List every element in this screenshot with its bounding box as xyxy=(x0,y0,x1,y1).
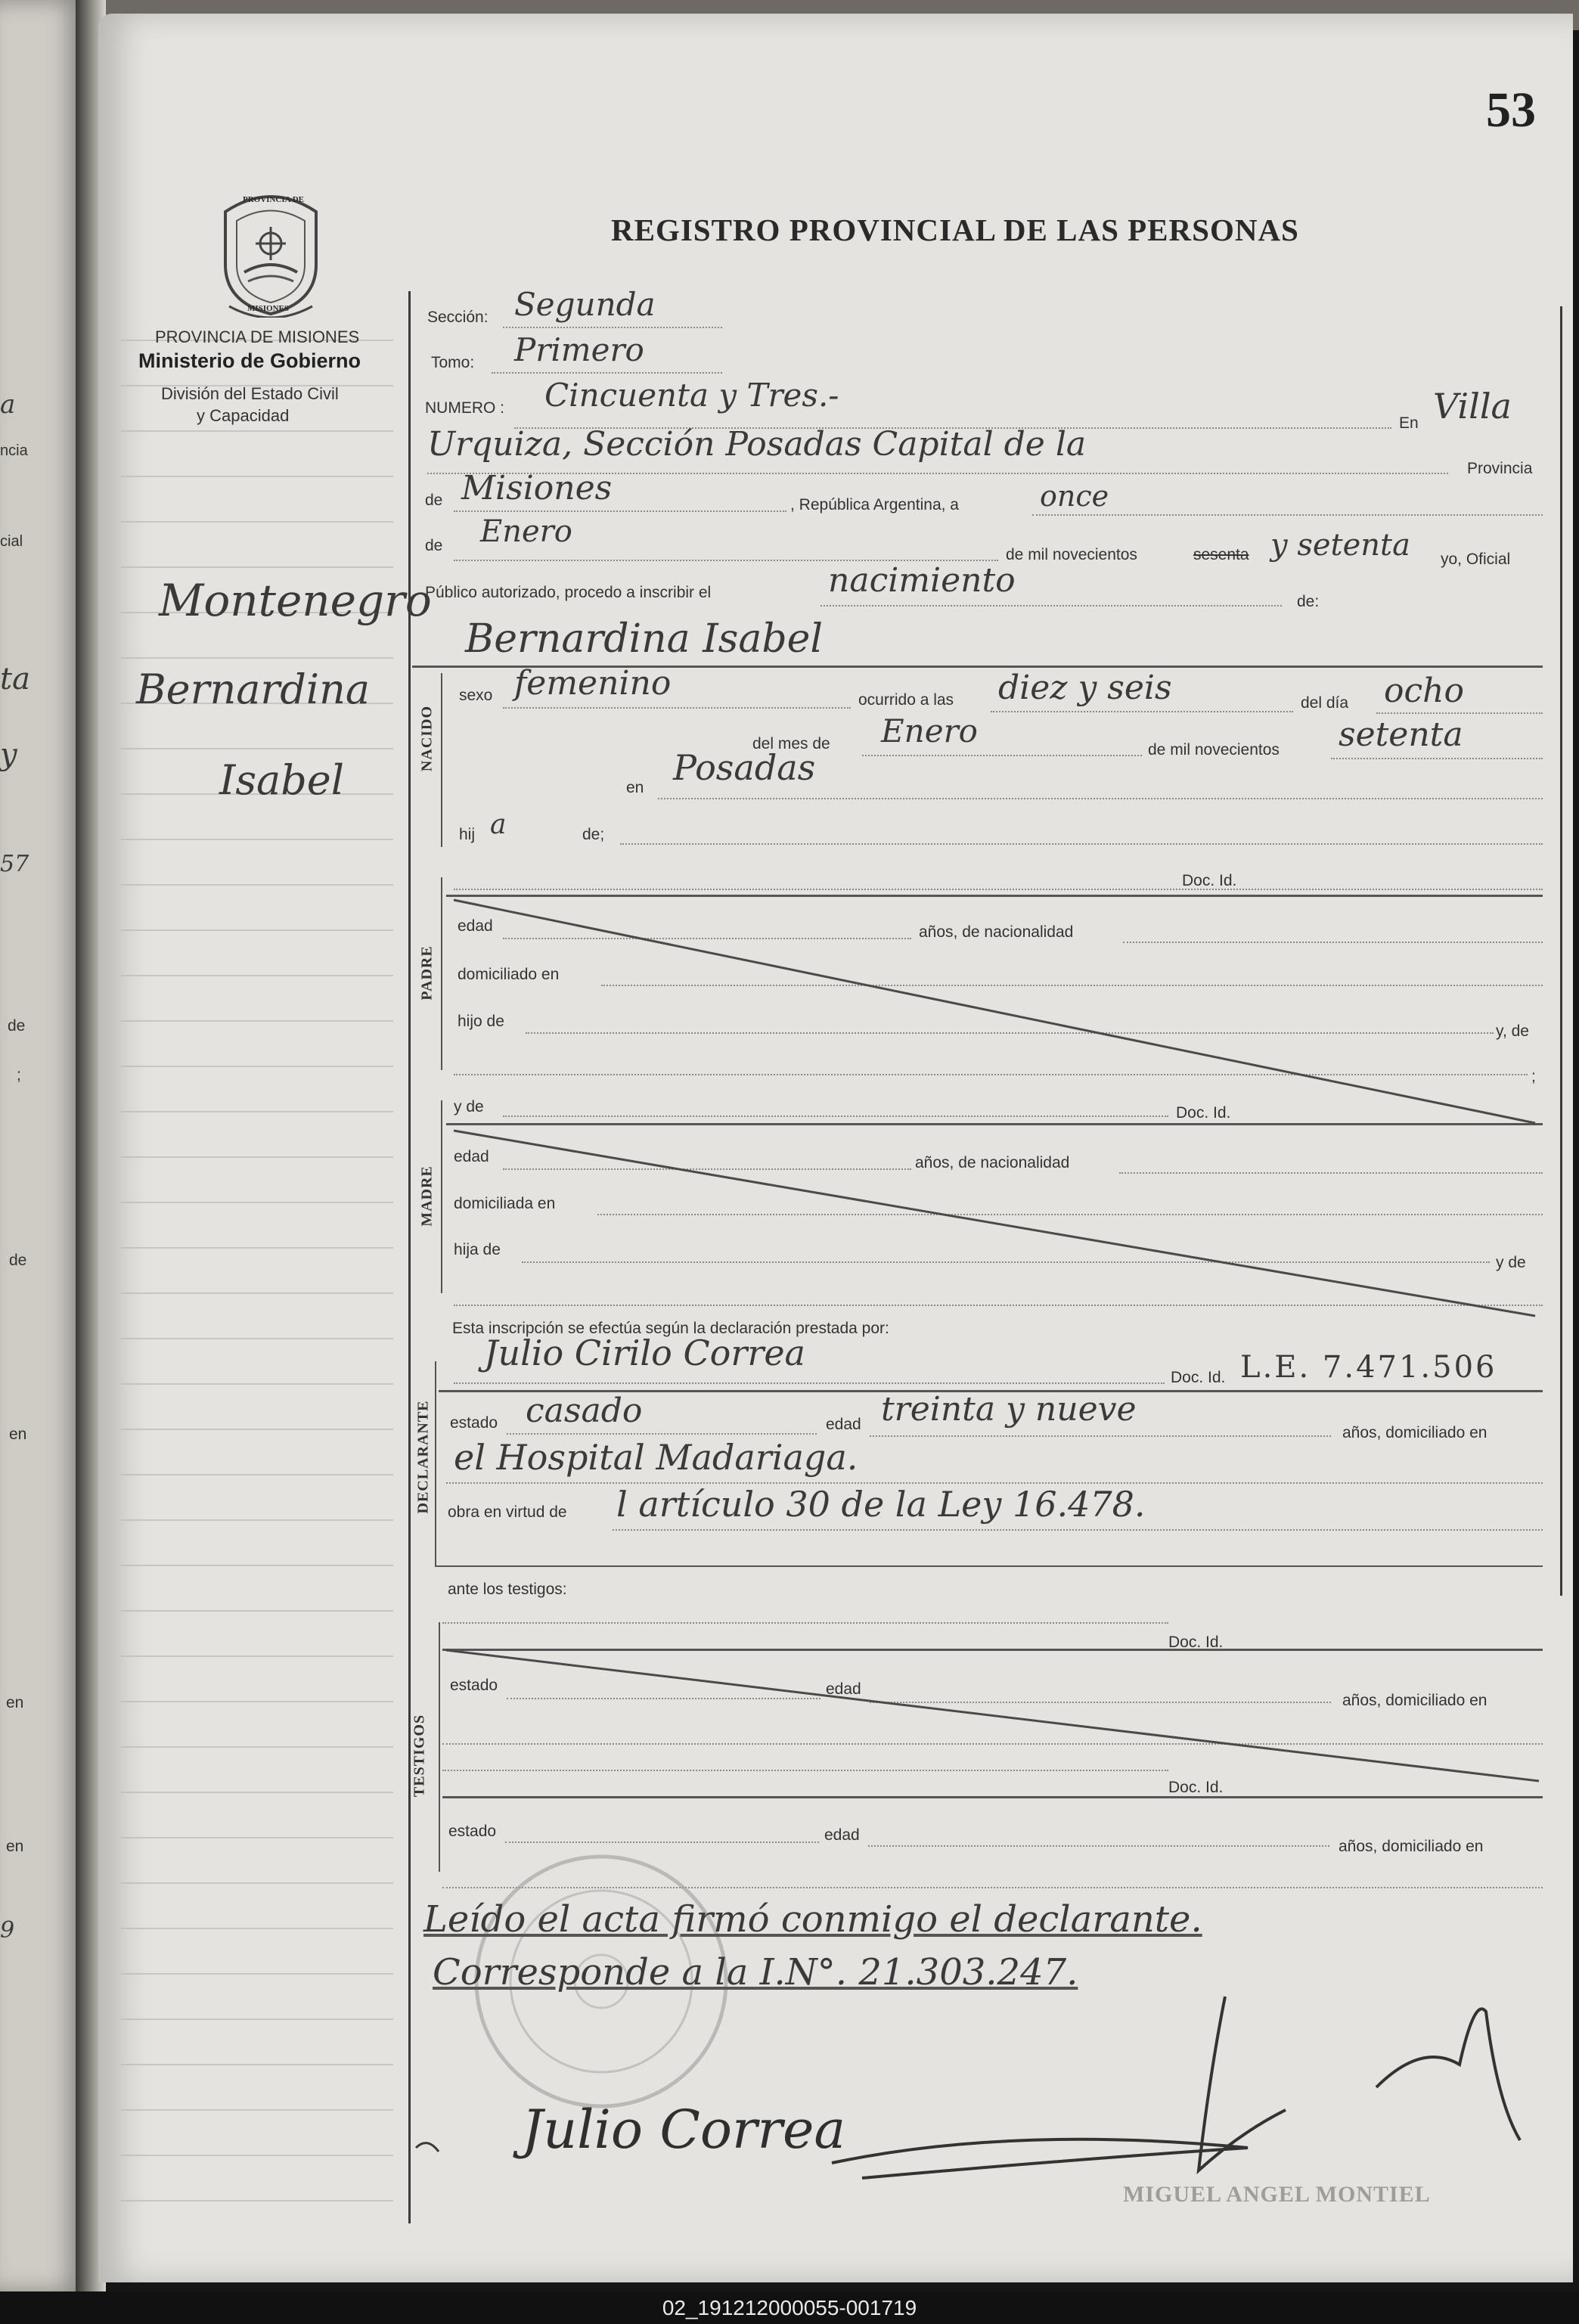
org-line-3: División del Estado Civil xyxy=(161,384,339,403)
madre-domicilio-label: domiciliada en xyxy=(454,1195,556,1212)
org-line-2: Ministerio de Gobierno xyxy=(138,349,361,372)
seal-text-top: PROVINCIA DE xyxy=(243,195,304,204)
pen-mark xyxy=(416,2143,439,2152)
anio-value: y setenta xyxy=(1270,528,1410,563)
testigo1-doc-label: Doc. Id. xyxy=(1168,1634,1224,1651)
tomo-label: Tomo: xyxy=(431,354,475,371)
struck-word: sesenta xyxy=(1193,546,1249,563)
testigo1-edad-label: edad xyxy=(826,1680,861,1698)
padre-semicolon: ; xyxy=(1531,1068,1536,1085)
image-identifier: 02_191212000055-001719 xyxy=(662,2296,917,2319)
nacido-mes-value: Enero xyxy=(881,712,978,749)
provincia-label: Provincia xyxy=(1467,460,1533,477)
sexo-label: sexo xyxy=(459,687,493,704)
prev-fragment: en xyxy=(9,1426,27,1443)
closing-line-2: Corresponde a la I.N°. 21.303.247. xyxy=(433,1951,1078,1994)
testigo2-anios-label: años, domiciliado en xyxy=(1339,1838,1484,1855)
side-label-declarante: DECLARANTE xyxy=(414,1400,432,1514)
place-line: Urquiza, Sección Posadas Capital de la xyxy=(427,425,1087,464)
testigo2-estado-label: estado xyxy=(448,1823,497,1840)
mes-value: Enero xyxy=(480,514,572,549)
org-line-1: PROVINCIA DE MISIONES xyxy=(155,327,360,346)
second-signature-stroke xyxy=(1376,2009,1520,2140)
prev-fragment: ta xyxy=(0,662,30,697)
register-title: REGISTRO PROVINCIAL DE LAS PERSONAS xyxy=(611,213,1299,247)
madre-cancel-stroke xyxy=(454,1131,1535,1316)
side-label-madre: MADRE xyxy=(418,1165,436,1227)
del-dia-label: del día xyxy=(1301,694,1349,712)
oficial-label: yo, Oficial xyxy=(1441,551,1511,568)
prev-fragment: 9 xyxy=(0,1917,15,1944)
madre-y-de-label-2: y de xyxy=(1496,1254,1526,1271)
nacido-mil-label: de mil novecientos xyxy=(1148,741,1280,759)
nacido-de-label: de; xyxy=(582,826,605,843)
de-label-1: de xyxy=(425,492,443,509)
declarante-edad-label: edad xyxy=(826,1416,861,1433)
testigos-cancel-stroke xyxy=(446,1650,1539,1781)
republica-label: , República Argentina, a xyxy=(790,496,959,514)
declarante-edad-value: treinta y nueve xyxy=(881,1390,1137,1429)
prev-fragment: y xyxy=(0,737,17,772)
numero-value: Cincuenta y Tres.- xyxy=(544,377,839,414)
madre-edad-label: edad xyxy=(454,1148,489,1165)
seal-text-bottom: MISIONES xyxy=(247,304,290,313)
prev-fragment: ncia xyxy=(0,442,28,459)
prev-fragment: en xyxy=(6,1838,24,1855)
prev-fragment: de xyxy=(9,1252,27,1269)
closing-line-1: Leído el acta firmó conmigo el declarante. xyxy=(423,1898,1202,1941)
side-label-nacido: NACIDO xyxy=(418,705,436,772)
padre-domicilio-label: domiciliado en xyxy=(458,966,560,983)
de-label-3: de: xyxy=(1297,593,1320,610)
padre-y-de-label: y, de xyxy=(1496,1022,1529,1040)
ocurrido-label: ocurrido a las xyxy=(858,691,954,709)
prev-fragment: en xyxy=(6,1694,24,1711)
prev-fragment: 57 xyxy=(0,851,29,877)
nombre-value: Bernardina Isabel xyxy=(465,616,824,662)
declarante-estado-value: casado xyxy=(526,1392,643,1430)
hora-value: diez y seis xyxy=(998,669,1172,707)
prev-fragment: a xyxy=(0,389,16,420)
provincia-value: Misiones xyxy=(461,469,613,507)
nacido-dia-value: ocho xyxy=(1384,672,1464,710)
declarante-signature: Julio Correa xyxy=(522,2099,846,2161)
sexo-value: femenino xyxy=(514,664,672,703)
prev-fragment: ; xyxy=(17,1066,21,1084)
madre-y-de-label: y de xyxy=(454,1098,484,1115)
prev-fragment: cial xyxy=(0,533,23,550)
testigo2-doc-label: Doc. Id. xyxy=(1168,1779,1224,1796)
dia-value: once xyxy=(1040,479,1109,513)
seccion-label: Sección: xyxy=(427,309,489,326)
declarante-intro: Esta inscripción se efectúa según la declaración prestada por: xyxy=(452,1320,889,1337)
lugar-value: Posadas xyxy=(673,747,816,788)
de-label-2: de xyxy=(425,537,443,554)
madre-doc-label: Doc. Id. xyxy=(1176,1104,1231,1122)
side-label-padre: PADRE xyxy=(418,945,436,1001)
mil-label: de mil novecientos xyxy=(1006,546,1137,563)
testigo1-estado-label: estado xyxy=(450,1677,498,1694)
declarante-doc-label: Doc. Id. xyxy=(1171,1369,1226,1386)
hij-label: hij xyxy=(459,826,476,843)
declarante-nombre: Julio Cirilo Correa xyxy=(484,1333,805,1373)
madre-anios-label: años, de nacionalidad xyxy=(915,1154,1070,1171)
margin-name-2: Isabel xyxy=(219,756,345,804)
signatures xyxy=(408,1981,1543,2208)
padre-cancel-stroke xyxy=(454,900,1535,1123)
en-label: En xyxy=(1399,414,1419,432)
publico-label: Público autorizado, procedo a inscribir el xyxy=(425,584,712,601)
declarante-obra-label: obra en virtud de xyxy=(448,1503,567,1521)
official-name-stamp: MIGUEL ANGEL MONTIEL xyxy=(1123,2182,1431,2207)
page-number: 53 xyxy=(1486,82,1536,138)
padre-anios-label: años, de nacionalidad xyxy=(919,923,1074,941)
margin-name-1: Bernardina xyxy=(136,666,371,713)
del-mes-label: del mes de xyxy=(752,735,830,752)
nacido-anio-value: setenta xyxy=(1339,715,1463,754)
declarante-doc-value: L.E. 7.471.506 xyxy=(1240,1350,1497,1385)
tomo-value: Primero xyxy=(514,331,644,368)
side-label-testigos: TESTIGOS xyxy=(411,1714,428,1798)
testigo1-anios-label: años, domiciliado en xyxy=(1342,1692,1487,1709)
testigos-ante-label: ante los testigos: xyxy=(448,1581,567,1598)
en-value: Villa xyxy=(1433,386,1512,427)
testigo2-edad-label: edad xyxy=(824,1826,860,1844)
prev-fragment: de xyxy=(8,1017,26,1035)
nacido-en-label: en xyxy=(626,779,644,796)
margin-surname: Montenegro xyxy=(159,575,432,626)
padre-doc-label: Doc. Id. xyxy=(1182,872,1237,889)
seccion-value: Segunda xyxy=(514,286,656,323)
padre-hijo-label: hijo de xyxy=(458,1013,504,1030)
declarante-obra-value: l artículo 30 de la Ley 16.478. xyxy=(616,1484,1146,1525)
declarante-estado-label: estado xyxy=(450,1414,498,1432)
numero-label: NUMERO : xyxy=(425,399,504,417)
madre-hija-label: hija de xyxy=(454,1241,501,1258)
declarante-anios-label: años, domiciliado en xyxy=(1342,1424,1487,1441)
acto-value: nacimiento xyxy=(828,561,1016,600)
org-line-4: y Capacidad xyxy=(197,406,290,425)
hij-value: a xyxy=(490,809,507,840)
declarante-domicilio-value: el Hospital Madariaga. xyxy=(454,1437,858,1478)
padre-edad-label: edad xyxy=(458,917,493,935)
official-signature-flourish xyxy=(832,2139,1248,2178)
